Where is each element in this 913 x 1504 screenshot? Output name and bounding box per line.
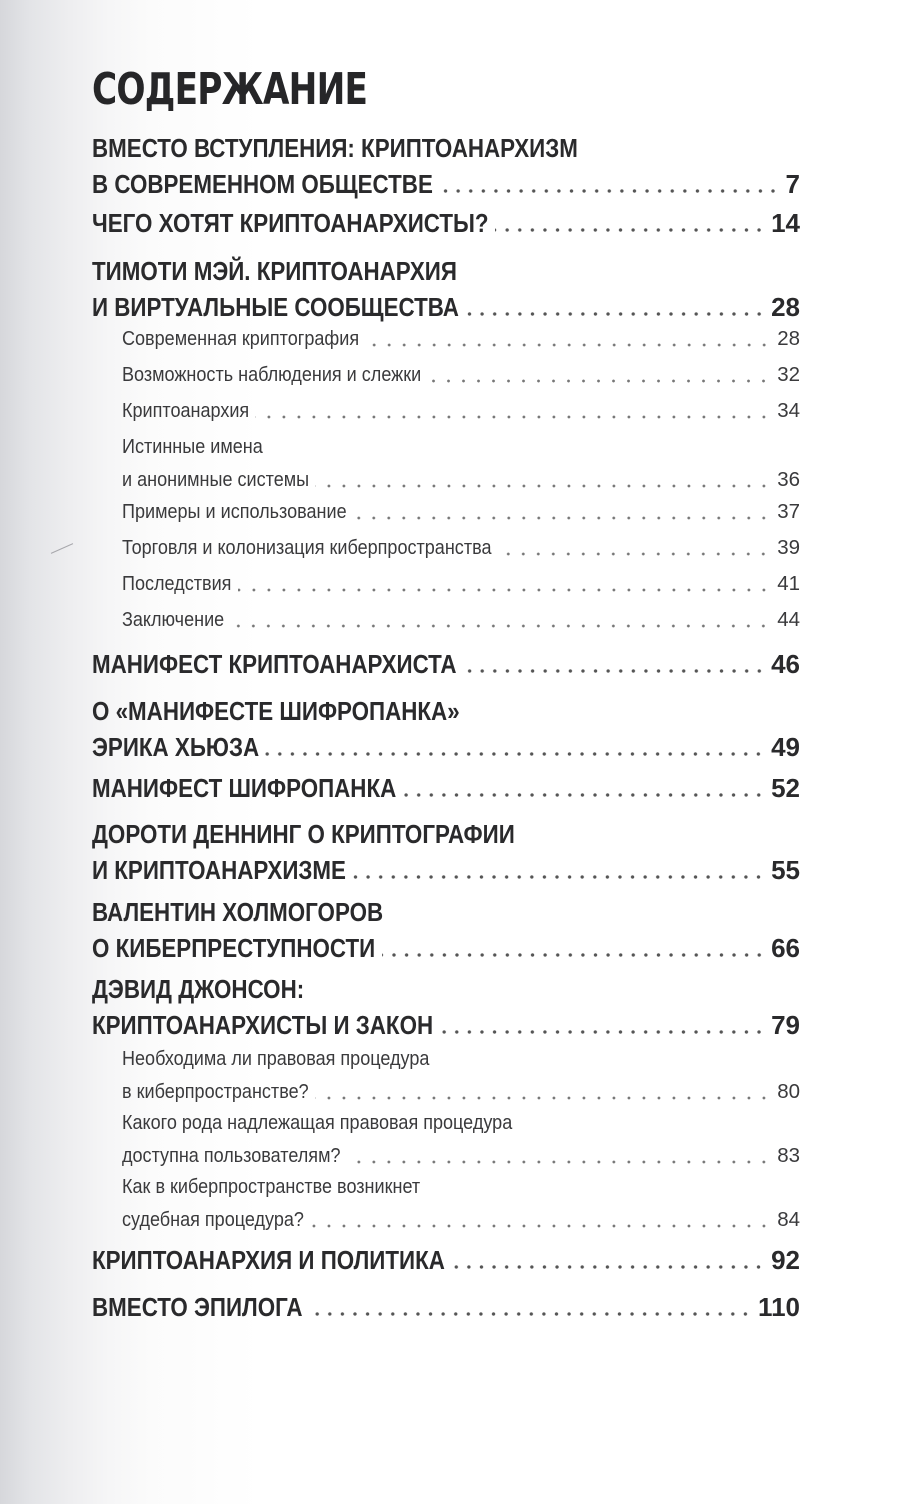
toc-page-number: 37: [777, 500, 800, 523]
toc-subentry[interactable]: [122, 322, 800, 355]
dot-leader: [255, 414, 771, 420]
paper-scratch-mark: [51, 543, 73, 554]
toc-entry-title: ВМЕСТО ЭПИЛОГА: [92, 1292, 303, 1322]
toc-subentry[interactable]: [122, 358, 800, 391]
toc-subentry[interactable]: [122, 495, 800, 528]
toc-page-number: 55: [771, 855, 800, 885]
toc-page-number: 79: [771, 1010, 800, 1040]
toc-subentry-title: доступна пользователям?: [122, 1144, 341, 1167]
toc-page-number: 80: [777, 1080, 800, 1103]
toc-entry-title: В СОВРЕМЕННОМ ОБЩЕСТВЕ: [92, 169, 433, 199]
dot-leader: [465, 311, 765, 317]
toc-page-number: 44: [777, 608, 800, 631]
toc-page-number: 46: [771, 649, 800, 679]
toc-subentry[interactable]: [122, 1170, 800, 1236]
toc-page-number: 92: [771, 1245, 800, 1275]
toc-entry[interactable]: [92, 646, 800, 682]
toc-entry[interactable]: [92, 770, 800, 806]
toc-entry-title: МАНИФЕСТ ШИФРОПАНКА: [92, 773, 397, 803]
toc-subentry[interactable]: [122, 603, 800, 636]
dot-leader: [495, 227, 765, 233]
toc-page-number: 28: [771, 292, 800, 322]
toc-subentry-title: Криптоанархия: [122, 399, 250, 422]
dot-leader: [439, 1029, 765, 1035]
dot-leader: [352, 874, 765, 880]
toc-entry-title: КРИПТОАНАРХИЯ И ПОЛИТИКА: [92, 1245, 445, 1275]
toc-subentry-title: Заключение: [122, 608, 225, 631]
toc-subentry-title: Современная криптография: [122, 327, 360, 350]
dot-leader: [427, 378, 771, 384]
toc-subentry-title: Возможность наблюдения и слежки: [122, 363, 422, 386]
toc-page-number: 39: [777, 536, 800, 559]
toc-page-number: 110: [758, 1292, 800, 1322]
dot-leader: [315, 1095, 771, 1101]
dot-leader: [347, 1159, 771, 1165]
toc-subentry-title: Торговля и колонизация киберпространства: [122, 536, 492, 559]
toc-entry[interactable]: [92, 253, 800, 325]
toc-subentry-title: Истинные имена: [122, 435, 263, 458]
toc-entry-title: О «МАНИФЕСТЕ ШИФРОПАНКА»: [92, 696, 460, 726]
toc-entry[interactable]: [92, 1242, 800, 1278]
dot-leader: [315, 483, 771, 489]
toc-entry-title: ДЭВИД ДЖОНСОН:: [92, 974, 305, 1004]
toc-subentry[interactable]: [122, 1106, 800, 1172]
toc-page-number: 66: [771, 933, 800, 963]
dot-leader: [308, 1311, 752, 1317]
dot-leader: [497, 551, 771, 557]
toc-subentry-title: судебная процедура?: [122, 1208, 304, 1231]
toc-entry[interactable]: [92, 1289, 800, 1325]
toc-page-number: 34: [777, 399, 800, 422]
toc-subentry-title: Последствия: [122, 572, 232, 595]
toc-entry-title: ЧЕГО ХОТЯТ КРИПТОАНАРХИСТЫ?: [92, 208, 489, 238]
dot-leader: [382, 952, 766, 958]
toc-page-number: 36: [777, 468, 800, 491]
dot-leader: [366, 342, 772, 348]
toc-entry[interactable]: [92, 205, 800, 241]
dot-leader: [353, 515, 771, 521]
dot-leader: [463, 668, 766, 674]
dot-leader: [230, 623, 771, 629]
toc-subentry-title: Как в киберпространстве возникнет: [122, 1175, 421, 1198]
toc-entry[interactable]: [92, 130, 800, 202]
toc-page-number: 41: [777, 572, 800, 595]
toc-entry[interactable]: [92, 894, 800, 966]
toc-entry[interactable]: [92, 816, 800, 888]
toc-subentry[interactable]: [122, 430, 800, 496]
toc-subentry-title: и анонимные системы: [122, 468, 310, 491]
toc-subentry-title: Примеры и использование: [122, 500, 347, 523]
toc-page-number: 83: [777, 1144, 800, 1167]
toc-subentry[interactable]: [122, 394, 800, 427]
toc-entry-title: МАНИФЕСТ КРИПТОАНАРХИСТА: [92, 649, 457, 679]
toc-entry-title: ВМЕСТО ВСТУПЛЕНИЯ: КРИПТОАНАРХИЗМ: [92, 133, 578, 163]
toc-subentry[interactable]: [122, 567, 800, 600]
toc-subentry-title: Необходима ли правовая процедура: [122, 1047, 430, 1070]
dot-leader: [402, 792, 765, 798]
toc-entry-title: О КИБЕРПРЕСТУПНОСТИ: [92, 933, 376, 963]
toc-page-number: 14: [771, 208, 800, 238]
toc-page-number: 49: [771, 732, 800, 762]
toc-entry-title: ТИМОТИ МЭЙ. КРИПТОАНАРХИЯ: [92, 256, 457, 286]
toc-entry[interactable]: [92, 971, 800, 1043]
dot-leader: [310, 1223, 771, 1229]
toc-page-number: 28: [777, 327, 800, 350]
toc-subentry-title: в киберпространстве?: [122, 1080, 309, 1103]
toc-page-number: 84: [777, 1208, 800, 1231]
dot-leader: [238, 587, 771, 593]
toc-page-number: 32: [777, 363, 800, 386]
toc-entry-title: И КРИПТОАНАРХИЗМЕ: [92, 855, 346, 885]
page-title: СОДЕРЖАНИЕ: [92, 64, 368, 115]
toc-page-number: 52: [771, 773, 800, 803]
toc-entry-title: И ВИРТУАЛЬНЫЕ СООБЩЕСТВА: [92, 292, 459, 322]
toc-entry-title: ЭРИКА ХЬЮЗА: [92, 732, 260, 762]
toc-entry-title: КРИПТОАНАРХИСТЫ И ЗАКОН: [92, 1010, 434, 1040]
dot-leader: [451, 1264, 765, 1270]
toc-entry[interactable]: [92, 693, 800, 765]
toc-page-number: 7: [785, 169, 800, 199]
toc-subentry[interactable]: [122, 1042, 800, 1108]
dot-leader: [439, 188, 779, 194]
dot-leader: [265, 751, 765, 757]
toc-entry-title: ВАЛЕНТИН ХОЛМОГОРОВ: [92, 897, 384, 927]
toc-subentry[interactable]: [122, 531, 800, 564]
toc-entry-title: ДОРОТИ ДЕННИНГ О КРИПТОГРАФИИ: [92, 819, 515, 849]
toc-subentry-title: Какого рода надлежащая правовая процедура: [122, 1111, 513, 1134]
